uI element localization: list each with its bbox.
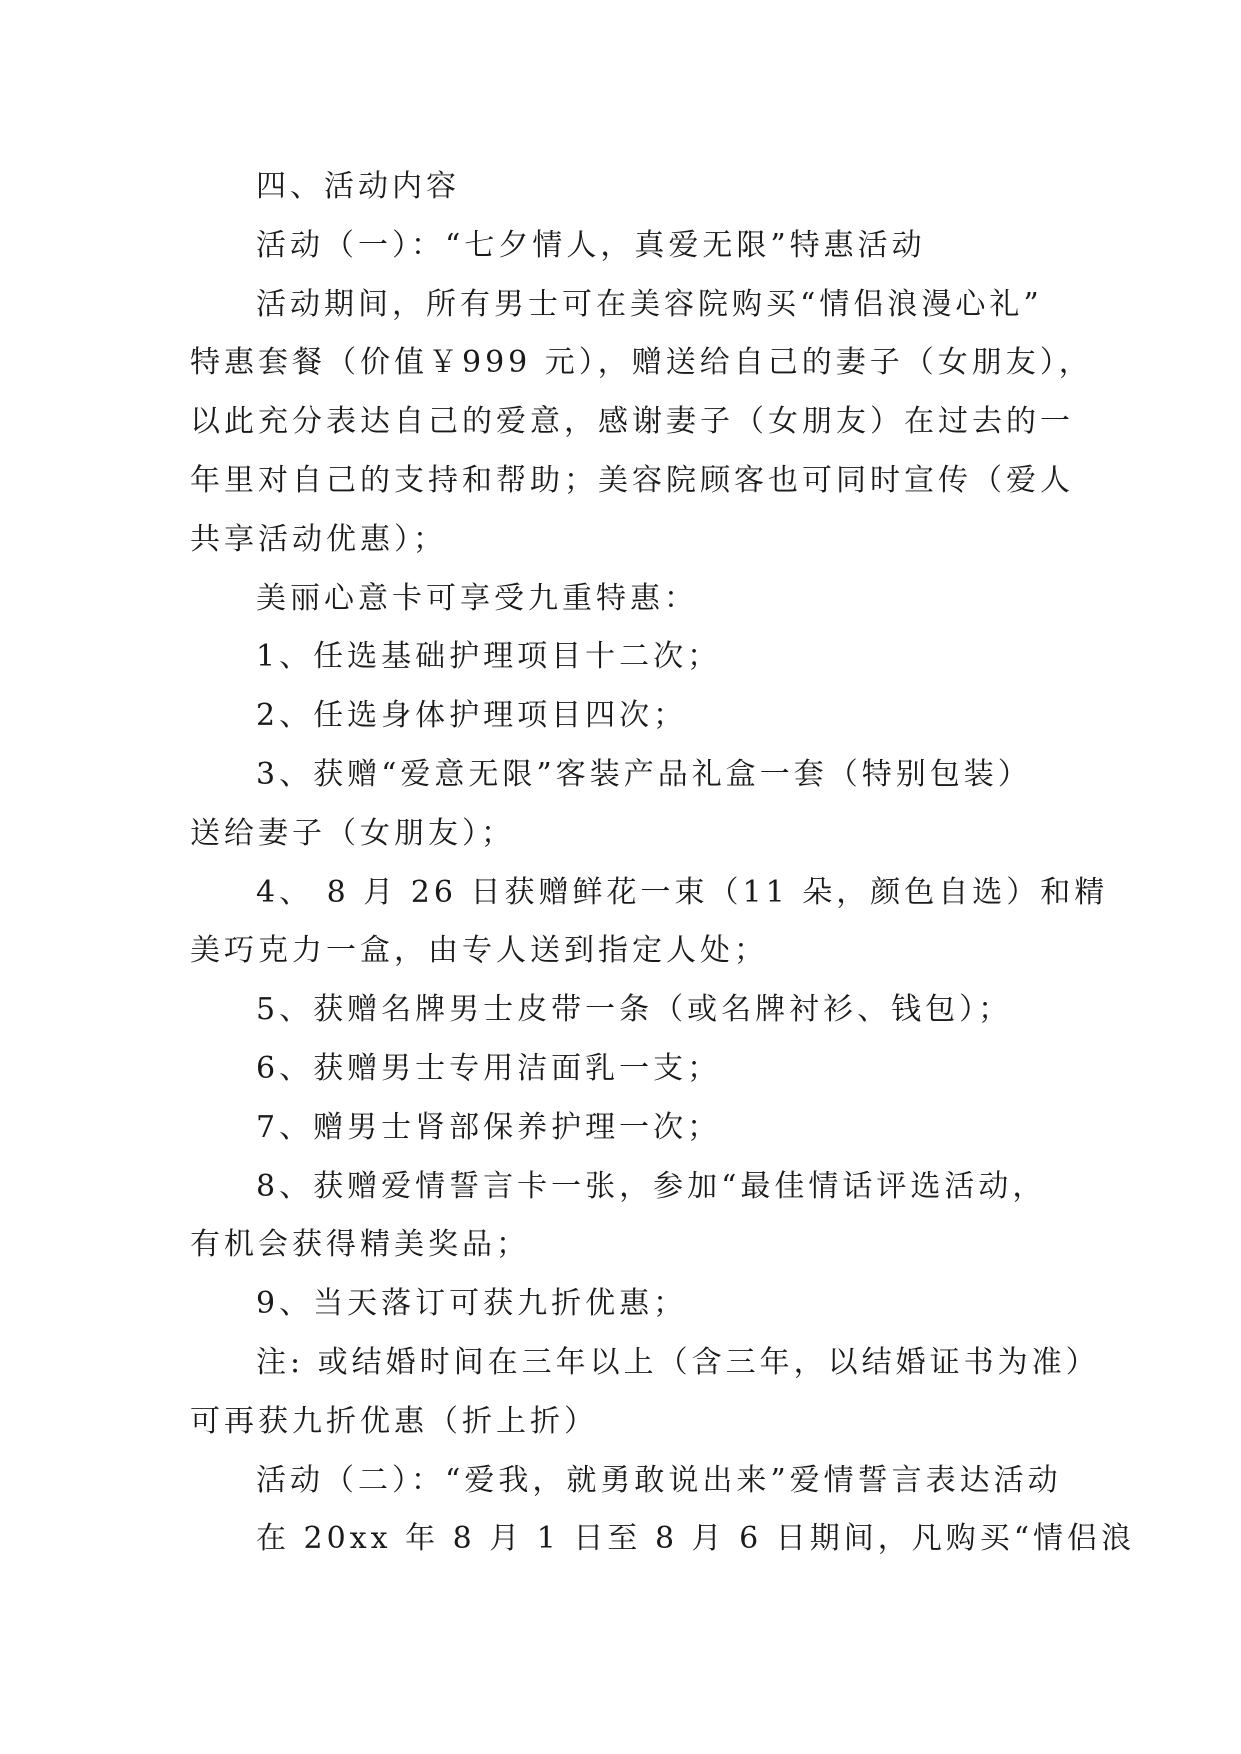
list-item: 1、任选基础护理项目十二次；	[256, 639, 722, 675]
list-item: 4、 8 月 26 日获赠鲜花一束（11 朵，颜色自选）和精	[256, 874, 1109, 910]
paragraph-line: 活动期间，所有男士可在美容院购买“情侣浪漫心礼”	[256, 286, 1043, 322]
list-item: 7、赠男士肾部保养护理一次；	[256, 1109, 722, 1145]
list-item-continuation: 有机会获得精美奖品；	[190, 1227, 530, 1263]
list-item: 2、任选身体护理项目四次；	[256, 698, 688, 734]
activity-two-title: 活动（二）：“爱我，就勇敢说出来”爱情誓言表达活动	[256, 1462, 1062, 1498]
list-item: 8、获赠爱情誓言卡一张，参加“最佳情话评选活动，	[256, 1168, 1047, 1204]
paragraph-line: 共享活动优惠）；	[190, 521, 447, 557]
paragraph-line: 在 20xx 年 8 月 1 日至 8 月 6 日期间，凡购买“情侣浪	[256, 1521, 1136, 1557]
section-heading: 四、活动内容	[256, 169, 460, 204]
benefits-heading: 美丽心意卡可享受九重特惠：	[256, 580, 698, 616]
note-continuation: 可再获九折优惠（折上折）	[190, 1403, 598, 1439]
note-line: 注: 或结婚时间在三年以上（含三年，以结婚证书为准）	[256, 1344, 1100, 1380]
list-item: 5、获赠名牌男士皮带一条（或名牌衬衫、钱包）；	[256, 992, 1013, 1028]
list-item: 6、获赠男士专用洁面乳一支；	[256, 1050, 722, 1086]
paragraph-line: 年里对自己的支持和帮助；美容院顾客也可同时宣传（爱人	[190, 462, 1074, 498]
paragraph-line: 特惠套餐（价值￥999 元），赠送给自己的妻子（女朋友），	[190, 345, 1093, 381]
list-item-continuation: 送给妻子（女朋友）；	[190, 815, 515, 851]
list-item: 3、获赠“爱意无限”客装产品礼盒一套（特别包装）	[256, 756, 1032, 792]
paragraph-line: 以此充分表达自己的爱意，感谢妻子（女朋友）在过去的一	[190, 404, 1074, 440]
list-item-continuation: 美巧克力一盒，由专人送到指定人处；	[190, 933, 768, 969]
list-item: 9、当天落订可获九折优惠；	[256, 1286, 688, 1322]
activity-one-title: 活动（一）：“七夕情人，真爱无限”特惠活动	[256, 227, 926, 263]
document-body	[190, 158, 1136, 1569]
